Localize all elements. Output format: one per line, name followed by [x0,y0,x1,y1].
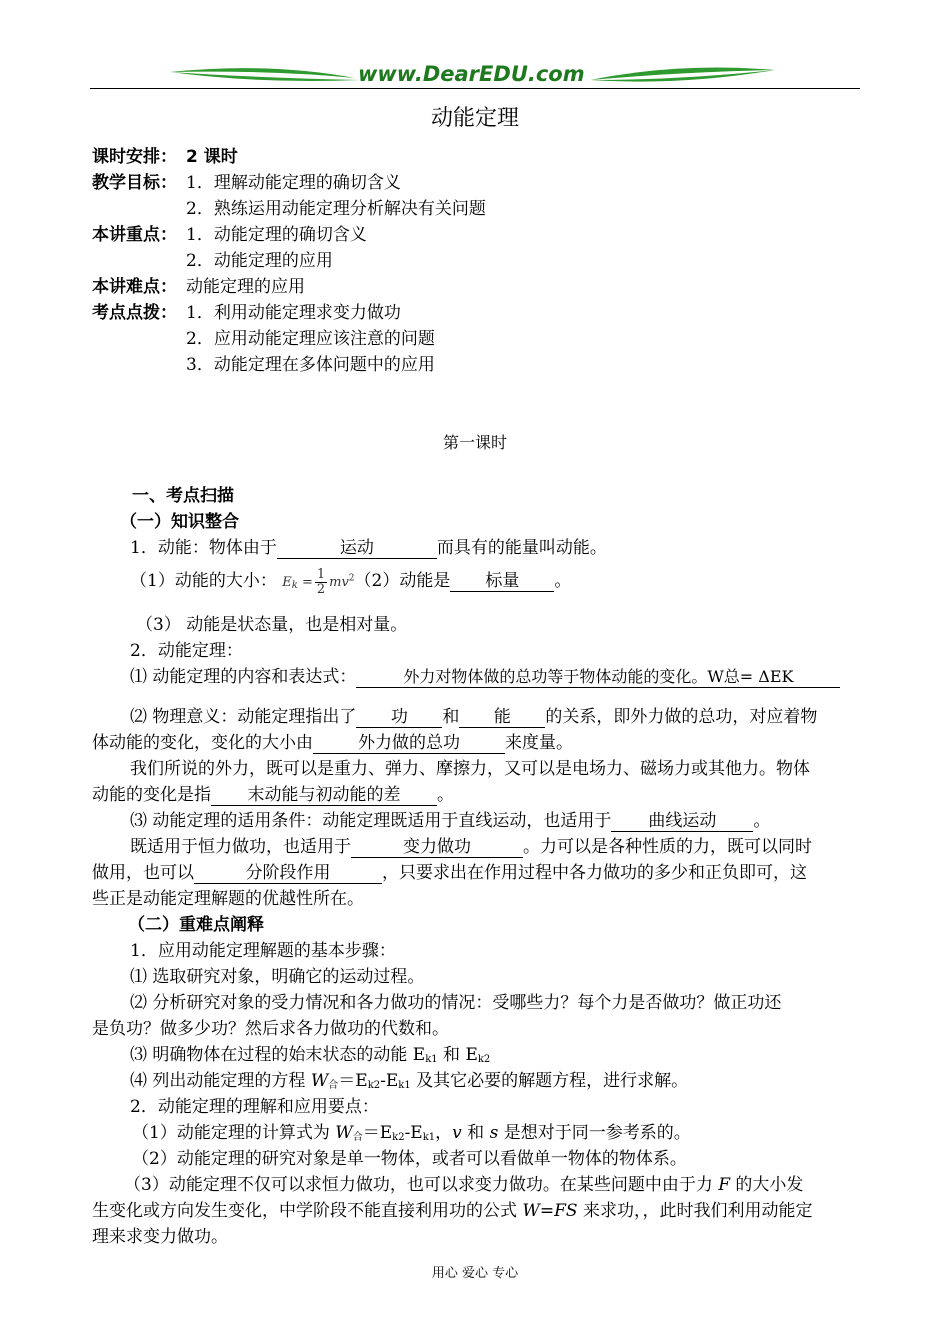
paragraph-line: （1）动能定理的计算式为 $W_合=E_{k2}-E_{k1}$，v 和 s 是想对于同一参考系的。 [132,1123,691,1143]
paragraph-line: （1）动能的大小： $E_k$ = $\frac{1}{2}$ $mv^2(2)$动能是 标量 。 [130,567,572,597]
paragraph-line: 我们所说的外力，既可以是重力、弹力、摩擦力，又可以是电场力、磁场力或其他力。物体 [130,759,810,779]
paragraph-line: 2．动能定理： [130,641,243,661]
paragraph-line: ⑶ 明确物体在过程的始末状态的动能 $E_{k1}$ 和 $E_{k2}$ [130,1045,491,1065]
blank-answer: 能 [459,707,545,728]
blank-answer: 变力做功 [351,837,523,858]
point-item: 3．动能定理在多体问题中的应用 [186,355,435,375]
blank-answer: 功 [356,707,442,728]
paragraph-line: 是负功？做多少功？然后求各力做功的代数和。 [92,1019,449,1039]
paragraph-line: ⑷ 列出动能定理的方程 $W_合=E_{k2}-E_{k1}$ 及其它必要的解题方程，进行求解。 [130,1071,689,1091]
page-title: 动能定理 [430,106,519,131]
points-label: 考点点拨： [92,303,177,323]
paragraph-line: 1．动能：物体由于 运动 而具有的能量叫动能。 [130,538,607,558]
footer-text: 用心 爱心 专心 [431,1266,519,1281]
paragraph-line: ⑴ 动能定理的内容和表达式： 外力对物体做的总功等于物体动能的变化。W总= ΔEK [130,662,840,688]
paragraph-line: 理来求变力做功。 [92,1227,228,1247]
paragraph-line: （3）动能定理不仅可以求恒力做功，也可以求变力做功。在某些问题中由于力 F 的大小发 [124,1175,804,1195]
paragraph-line: 做用，也可以 分阶段作用 ，只要求出在作用过程中各力做功的多少和正负即可，这 [92,863,807,883]
goal-item: 1．理解动能定理的确切含义 [186,173,401,193]
goals-label: 教学目标： [92,173,177,193]
paragraph-line: 既适用于恒力做功，也适用于 变力做功 。力可以是各种性质的力，既可以同时 [130,837,812,857]
schedule-label: 课时安排： [92,147,177,167]
blank-answer: 曲线运动 [611,811,753,832]
schedule-value: 2 课时 [186,147,238,167]
blank-answer: 外力对物体做的总功等于物体动能的变化。W总= ΔEK [356,667,840,688]
header-rule [90,88,860,89]
blank-answer: 外力做的总功 [313,733,505,754]
lesson-title: 第一课时 [442,433,507,452]
paragraph-line: ⑴ 选取研究对象，明确它的运动过程。 [130,967,425,987]
key-label: 本讲重点： [92,225,177,245]
blank-answer: 运动 [277,538,437,559]
goal-item: 2．熟练运用动能定理分析解决有关问题 [186,199,486,219]
paragraph-line: 1．应用动能定理解题的基本步骤： [130,941,396,961]
paragraph-line: 体动能的变化，变化的大小由 外力做的总功 来度量。 [92,733,573,753]
blank-answer: 标量 [450,571,554,592]
logo-text: www.DearEDU.com [358,62,585,86]
difficulty-label: 本讲难点： [92,277,177,297]
point-item: 2．应用动能定理应该注意的问题 [186,329,435,349]
paragraph-line: 2．动能定理的理解和应用要点： [130,1097,379,1117]
paragraph-line: （2）动能定理的研究对象是单一物体，或者可以看做单一物体的物体系。 [132,1149,687,1169]
point-item: 1．利用动能定理求变力做功 [186,303,401,323]
paragraph-line: （3） 动能是状态量，也是相对量。 [136,615,408,635]
blank-answer: 分阶段作用 [194,863,382,884]
paragraph-line: ⑵ 物理意义：动能定理指出了 功 和 能 的关系，即外力做的总功，对应着物 [130,707,818,727]
kinetic-energy-formula: $E_k$ = $\frac{1}{2}$ $mv^2$ [282,567,355,597]
paragraph-line: 生变化或方向发生变化，中学阶段不能直接利用功的公式 W=FS 来求功，，此时我们利用动能定 [92,1201,813,1221]
difficulty-item: 动能定理的应用 [186,277,305,297]
subsection-heading: （一）知识整合 [120,512,239,532]
blank-answer: 末动能与初动能的差 [211,785,437,806]
key-item: 1．动能定理的确切含义 [186,225,367,245]
key-item: 2．动能定理的应用 [186,251,333,271]
paragraph-line: 动能的变化是指 末动能与初动能的差 。 [92,785,454,805]
paragraph-line: ⑵ 分析研究对象的受力情况和各力做功的情况：受哪些力？每个力是否做功？做正功还 [130,993,782,1013]
section-heading: 一、考点扫描 [132,486,234,506]
paragraph-line: 些正是动能定理解题的优越性所在。 [92,889,364,909]
subsection-heading: （二）重难点阐释 [128,915,264,935]
paragraph-line: ⑶ 动能定理的适用条件：动能定理既适用于直线运动，也适用于 曲线运动 。 [130,811,771,831]
